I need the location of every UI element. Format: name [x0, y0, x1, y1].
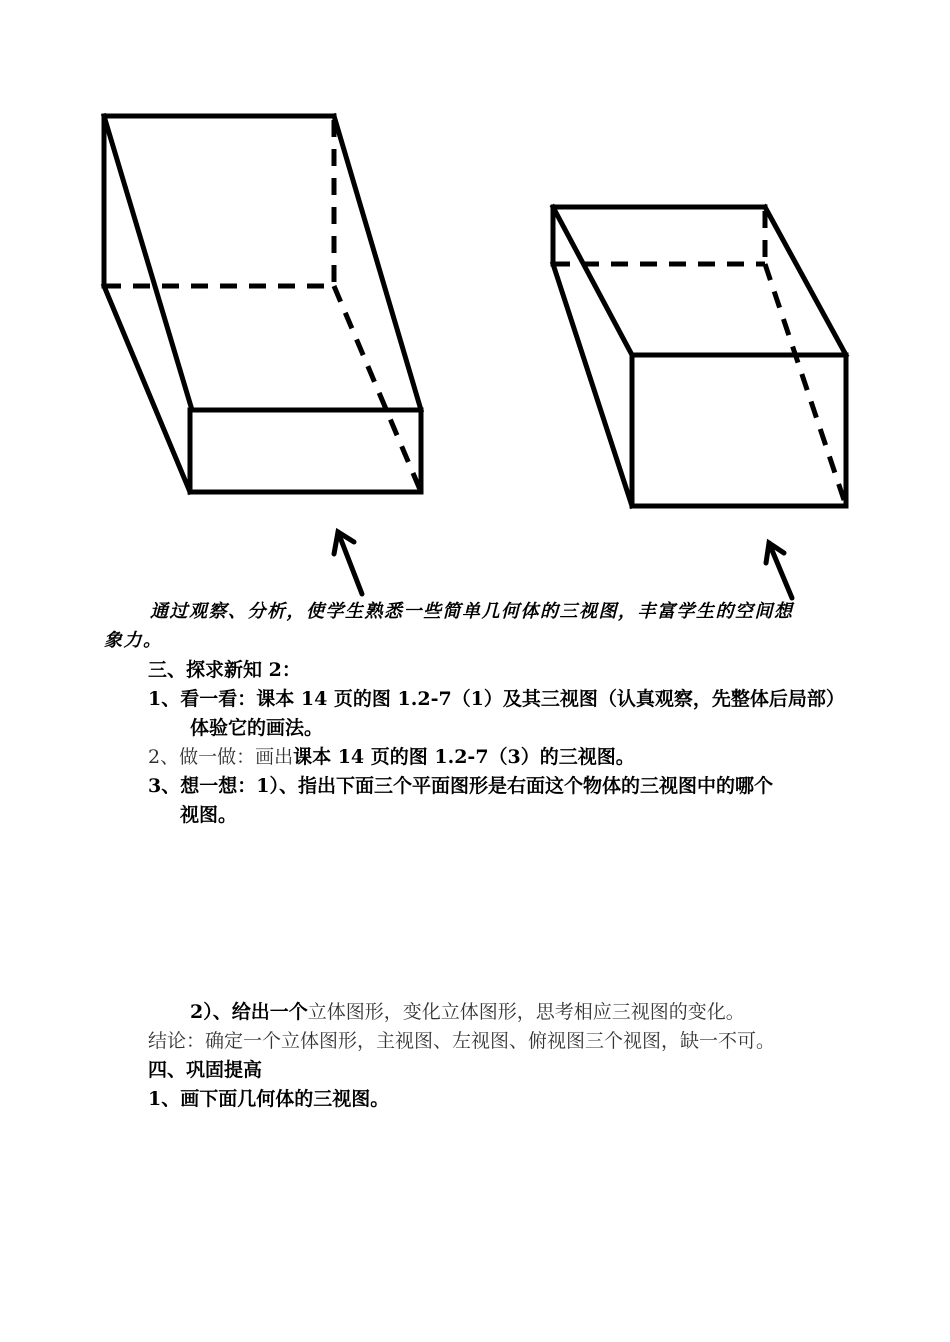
intro-line-2: 象力。 — [104, 630, 163, 651]
section-4-heading: 四、巩固提高 — [148, 1059, 263, 1081]
item-3-line-1: 3、想一想：1）、指出下面三个平面图形是右面这个物体的三视图中的哪个 — [148, 775, 773, 797]
section-4-item-1: 1、画下面几何体的三视图。 — [148, 1088, 390, 1110]
item-3-2-text: 立体图形，变化立体图形，思考相应三视图的变化。 — [307, 1001, 745, 1023]
item-3-2-bold: 2）、给出一个 — [190, 1001, 308, 1023]
section-3-heading: 三、探求新知 2： — [148, 659, 301, 681]
item-2-text: 课本 14 页的图 1.2-7（3）的三视图。 — [293, 746, 635, 768]
item-1-line-1 — [148, 685, 845, 713]
intro-line-1: 通过观察、分析，使学生熟悉一些简单几何体的三视图，丰富学生的空间想 — [150, 601, 794, 622]
item-1-line-2: 体验它的画法。 — [190, 717, 324, 739]
arrow-right — [766, 543, 792, 598]
item-2-label: 2、做一做：画出 — [148, 746, 294, 768]
left-prism — [104, 116, 421, 492]
item-1-label: 1、看一看： — [148, 688, 257, 710]
conclusion: 结论：确定一个立体图形，主视图、左视图、俯视图三个视图，缺一不可。 — [148, 1030, 776, 1052]
item-3-2-line — [190, 998, 745, 1026]
right-prism — [553, 207, 846, 506]
prism-figures — [0, 0, 950, 610]
item-2-line — [148, 743, 635, 771]
item-3-line-2: 视图。 — [180, 804, 238, 826]
arrow-left — [334, 532, 362, 594]
item-1-text: 课本 14 页的图 1.2-7（1）及其三视图（认真观察，先整体后局部） — [256, 688, 845, 710]
